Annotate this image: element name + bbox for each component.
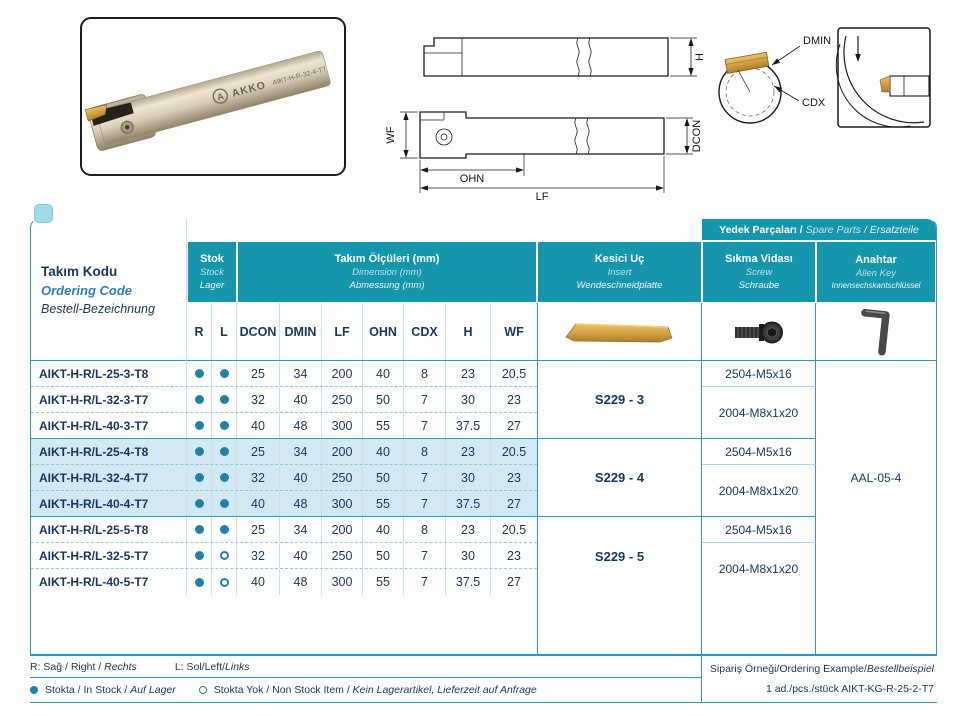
dim-value-h: 37.5 <box>446 413 491 438</box>
dim-value-dmin: 34 <box>280 517 322 542</box>
dim-value-cdx: 7 <box>404 387 446 412</box>
col-header-dmin: DMIN <box>280 303 322 360</box>
face-view <box>719 35 831 123</box>
table-row <box>31 517 537 543</box>
in-stock-legend <box>45 684 176 696</box>
section-marker <box>34 204 53 223</box>
stock-cell-r <box>187 569 212 595</box>
dim-value-dcon: 32 <box>237 465 280 490</box>
dim-value-wf: 23 <box>507 392 521 407</box>
insert-group: S229 - 3 <box>537 361 702 439</box>
application-view <box>836 28 930 127</box>
stock-header <box>187 241 237 303</box>
dim-value-cdx: 7 <box>404 465 446 490</box>
ordering-code: AIKT-H-R/L-32-4-T7 <box>31 465 187 490</box>
dim-label-lf: LF <box>535 191 549 203</box>
stock-header-tr: Stok <box>200 253 224 265</box>
ordering-code: AIKT-H-R/L-32-5-T7 <box>31 543 187 568</box>
stock-cell-r <box>187 517 212 542</box>
ordering-example-value: 1 ad./pcs./stück AIKT-KG-R-25-2-T7 <box>765 682 934 695</box>
ordering-example-title-text: Sipariş Örneği/Ordering Example/ <box>709 663 867 676</box>
stock-header-de: Lager <box>199 280 225 291</box>
l-legend-text: L: Sol/Left/ <box>174 660 226 673</box>
insert-image-cell <box>537 303 702 361</box>
dim-value-ohn: 40 <box>363 517 404 542</box>
table-row <box>31 465 537 491</box>
allen-key-header <box>816 241 936 303</box>
dim-value-lf: 200 <box>322 439 363 464</box>
stock-cell-r <box>187 439 212 464</box>
dim-value-cdx: 8 <box>404 361 446 386</box>
dim-value-dcon: 25 <box>237 517 280 542</box>
dim-value-dmin: 48 <box>280 413 322 438</box>
stock-dot-l <box>220 473 229 482</box>
ordering-code: AIKT-H-R/L-32-3-T7 <box>31 387 187 412</box>
stock-cell-l <box>212 439 237 464</box>
in-stock-dot-icon <box>30 686 38 694</box>
dim-value-h: 23 <box>446 361 491 386</box>
allen-key-image <box>853 305 899 359</box>
stock-cell-l <box>212 569 237 595</box>
table-footer <box>30 656 937 703</box>
dim-value-cdx: 8 <box>404 439 446 464</box>
insert-header-en: Insert <box>607 267 632 278</box>
r-legend-de: Rechts <box>104 660 137 673</box>
allen-key-header-en: Allen Key <box>855 268 897 279</box>
dim-label-dmin: DMIN <box>803 35 832 47</box>
screw-image <box>734 317 784 347</box>
stock-header-en: Stock <box>200 267 224 278</box>
dim-value-dmin: 40 <box>280 543 322 568</box>
rl-legend-row <box>30 656 701 678</box>
table-row <box>31 387 537 413</box>
ordering-code-header-de: Bestell-Bezeichnung <box>41 301 155 316</box>
r-legend <box>30 661 137 673</box>
dim-label-ohn: OHN <box>459 173 485 185</box>
stock-cell-l <box>212 491 237 516</box>
dim-label-h: H <box>694 53 706 61</box>
stock-dot-r <box>195 551 204 560</box>
stock-dot-l <box>220 447 229 456</box>
dim-value-dcon: 32 <box>237 387 280 412</box>
dim-value-wf: 20.5 <box>501 366 527 381</box>
spare-parts-header-en: Spare Parts <box>805 223 862 236</box>
dim-value-cdx: 7 <box>404 413 446 438</box>
non-stock-dot-icon <box>199 686 207 694</box>
dim-value-dmin: 34 <box>280 439 322 464</box>
col-header-r: R <box>187 303 212 360</box>
table-row <box>31 439 537 465</box>
stock-dot-l <box>220 421 229 430</box>
dim-value-cdx: 7 <box>404 569 446 595</box>
insert-column-spacer <box>537 595 702 654</box>
dim-value-lf: 200 <box>322 361 363 386</box>
dim-value-ohn: 50 <box>363 387 404 412</box>
dim-value-ohn: 50 <box>363 543 404 568</box>
screw-header-tr: Sıkma Vidası <box>725 253 793 265</box>
stock-dot-l <box>220 369 229 378</box>
stock-cell-l <box>212 387 237 412</box>
insert-group: S229 - 4 <box>537 439 702 517</box>
non-stock-de: Kein Lagerartikel, Lieferzeit auf Anfrage <box>352 684 537 696</box>
ordering-code: AIKT-H-R/L-25-3-T8 <box>31 361 187 386</box>
dim-value-dcon: 25 <box>237 439 280 464</box>
photo-model: AIKT-H-R-32-4-T7 <box>271 65 327 87</box>
screw-value: 2504-M5x16 <box>702 361 816 387</box>
stock-dot-r <box>195 421 204 430</box>
dim-value-dmin: 40 <box>280 465 322 490</box>
stock-dot-l <box>220 395 229 404</box>
col-header-dcon: DCON <box>237 303 280 360</box>
stock-cell-l <box>212 465 237 490</box>
dim-value-h: 37.5 <box>446 491 491 516</box>
dim-value-wf: 23 <box>507 548 521 563</box>
ordering-example-title <box>710 663 934 675</box>
stock-dot-r <box>195 578 204 587</box>
dim-value-wf: 27 <box>507 575 521 589</box>
table-row <box>31 413 537 439</box>
non-stock-legend <box>214 684 537 696</box>
ordering-example-title-de: Bestellbeispiel <box>866 663 934 676</box>
dim-value-lf: 300 <box>322 413 363 438</box>
insert-header <box>537 241 702 303</box>
screw-value: 2004-M8x1x20 <box>702 543 816 595</box>
dim-value-dcon: 40 <box>237 413 280 438</box>
stock-cell-l <box>212 543 237 568</box>
screw-value: 2004-M8x1x20 <box>702 465 816 517</box>
dim-value-dcon: 32 <box>237 543 280 568</box>
dim-value-wf: 23 <box>507 470 521 485</box>
col-header-ohn: OHN <box>363 303 404 360</box>
dim-value-lf: 200 <box>322 517 363 542</box>
screw-column-spacer <box>702 595 816 654</box>
screw-image-cell <box>702 303 816 361</box>
screw-value: 2004-M8x1x20 <box>702 387 816 439</box>
table-row <box>31 543 537 569</box>
table-row <box>31 569 537 595</box>
dim-label-wf: WF <box>385 126 397 144</box>
dimensions-header-de: Abmessung (mm) <box>349 280 425 291</box>
col-header-cdx: CDX <box>404 303 446 360</box>
stock-cell-l <box>212 413 237 438</box>
ordering-code: AIKT-H-R/L-40-5-T7 <box>31 569 187 595</box>
stock-cell-r <box>187 543 212 568</box>
screw-header-en: Screw <box>745 267 773 278</box>
screw-header-de: Schraube <box>738 280 780 291</box>
dim-value-h: 30 <box>446 465 491 490</box>
stock-dot-r <box>195 447 204 456</box>
dimensions-header-en: Dimension (mm) <box>352 267 422 278</box>
ordering-code: AIKT-H-R/L-25-4-T8 <box>31 439 187 464</box>
dim-value-ohn: 50 <box>363 465 404 490</box>
in-stock-text: Stokta / In Stock / <box>45 684 131 696</box>
ordering-code: AIKT-H-R/L-40-4-T7 <box>31 491 187 516</box>
dim-value-dmin: 48 <box>280 491 322 516</box>
dim-value-dmin: 34 <box>280 361 322 386</box>
ordering-code-header-tr: Takım Kodu <box>41 263 118 279</box>
dim-value-ohn: 55 <box>363 491 404 516</box>
insert-header-tr: Kesici Uç <box>594 253 645 265</box>
ordering-example <box>702 656 937 702</box>
allen-key-column-spacer <box>816 595 936 654</box>
dimensions-header-tr: Takım Ölçüleri (mm) <box>334 253 440 265</box>
stock-cell-r <box>187 387 212 412</box>
column-labels-row <box>187 303 537 361</box>
dim-label-dcon: DCON <box>691 119 703 153</box>
product-table <box>30 218 937 656</box>
table-bottom-spacer <box>31 595 537 654</box>
table-row <box>31 491 537 517</box>
dim-value-h: 23 <box>446 517 491 542</box>
stock-cell-l <box>212 361 237 386</box>
tool-photo <box>81 18 345 175</box>
side-view-front <box>385 112 703 203</box>
stock-dot-r <box>195 499 204 508</box>
col-header-h: H <box>446 303 491 360</box>
ordering-code-header <box>31 219 187 361</box>
dim-value-ohn: 40 <box>363 439 404 464</box>
stock-legend-row <box>30 678 701 702</box>
dim-value-ohn: 55 <box>363 569 404 595</box>
dim-value-h: 30 <box>446 387 491 412</box>
stock-dot-r <box>195 525 204 534</box>
col-header-wf: WF <box>504 324 524 339</box>
stock-dot-r <box>195 369 204 378</box>
stock-dot-r <box>195 473 204 482</box>
dim-value-dmin: 40 <box>280 387 322 412</box>
non-stock-text: Stokta Yok / Non Stock Item / <box>213 684 353 696</box>
photo-brand: AKKO <box>230 79 268 100</box>
dim-label-cdx: CDX <box>802 97 826 109</box>
dimensions-header <box>237 241 537 303</box>
insert-header-de: Wendeschneidplatte <box>576 280 663 291</box>
side-view-top <box>424 38 706 76</box>
dim-value-cdx: 8 <box>404 517 446 542</box>
ordering-code: AIKT-H-R/L-40-3-T7 <box>31 413 187 438</box>
stock-cell-r <box>187 465 212 490</box>
stock-cell-r <box>187 413 212 438</box>
screw-header <box>702 241 816 303</box>
spare-parts-header-tr: Yedek Parçaları / <box>719 223 806 236</box>
dim-value-wf: 27 <box>507 496 521 511</box>
header-spacer <box>187 219 702 241</box>
insert-group: S229 - 5 <box>537 517 702 595</box>
stock-dot-l <box>220 525 229 534</box>
dim-value-lf: 250 <box>322 387 363 412</box>
dim-value-dmin: 48 <box>280 569 322 595</box>
stock-dot-l <box>220 578 229 587</box>
l-legend-de: Links <box>225 660 250 673</box>
dim-value-lf: 250 <box>322 543 363 568</box>
insert-image <box>560 318 680 346</box>
spare-parts-header <box>702 219 936 241</box>
footer-legend <box>30 656 702 702</box>
technical-drawings <box>0 0 962 214</box>
col-header-lf: LF <box>322 303 363 360</box>
spare-parts-header-de: / Ersatzteile <box>861 223 919 236</box>
dim-value-cdx: 7 <box>404 543 446 568</box>
allen-key-value: AAL-05-4 <box>816 361 936 595</box>
stock-cell-l <box>212 517 237 542</box>
screw-value: 2504-M5x16 <box>702 439 816 465</box>
l-legend <box>175 661 250 673</box>
stock-cell-r <box>187 491 212 516</box>
dim-value-ohn: 55 <box>363 413 404 438</box>
allen-key-image-cell <box>816 303 936 361</box>
table-row <box>31 361 537 387</box>
dim-value-lf: 300 <box>322 569 363 595</box>
dim-value-wf: 27 <box>507 418 521 433</box>
dim-value-wf: 20.5 <box>501 522 527 537</box>
face-view-insert <box>725 52 769 73</box>
allen-key-header-tr: Anahtar <box>855 254 897 266</box>
dim-value-h: 37.5 <box>446 569 491 595</box>
dim-value-lf: 300 <box>322 491 363 516</box>
ordering-code-header-en: Ordering Code <box>41 282 133 298</box>
r-legend-text: R: Sağ / Right / <box>30 660 105 673</box>
dim-value-wf: 20.5 <box>501 444 527 459</box>
stock-dot-l <box>220 551 229 560</box>
ordering-code: AIKT-H-R/L-25-5-T8 <box>31 517 187 542</box>
dim-value-dcon: 25 <box>237 361 280 386</box>
dim-value-dcon: 40 <box>237 569 280 595</box>
dim-value-lf: 250 <box>322 465 363 490</box>
in-stock-de: Auf Lager <box>130 684 176 696</box>
stock-cell-r <box>187 361 212 386</box>
dim-value-h: 30 <box>446 543 491 568</box>
dim-value-h: 23 <box>446 439 491 464</box>
screw-value: 2504-M5x16 <box>702 517 816 543</box>
col-header-l: L <box>212 303 237 360</box>
stock-dot-l <box>220 499 229 508</box>
dim-value-cdx: 7 <box>404 491 446 516</box>
photo-logo-letter: A <box>215 90 225 103</box>
allen-key-header-de: Innensechskantschlüssel <box>831 281 921 290</box>
dim-value-ohn: 40 <box>363 361 404 386</box>
dim-value-dcon: 40 <box>237 491 280 516</box>
stock-dot-r <box>195 395 204 404</box>
